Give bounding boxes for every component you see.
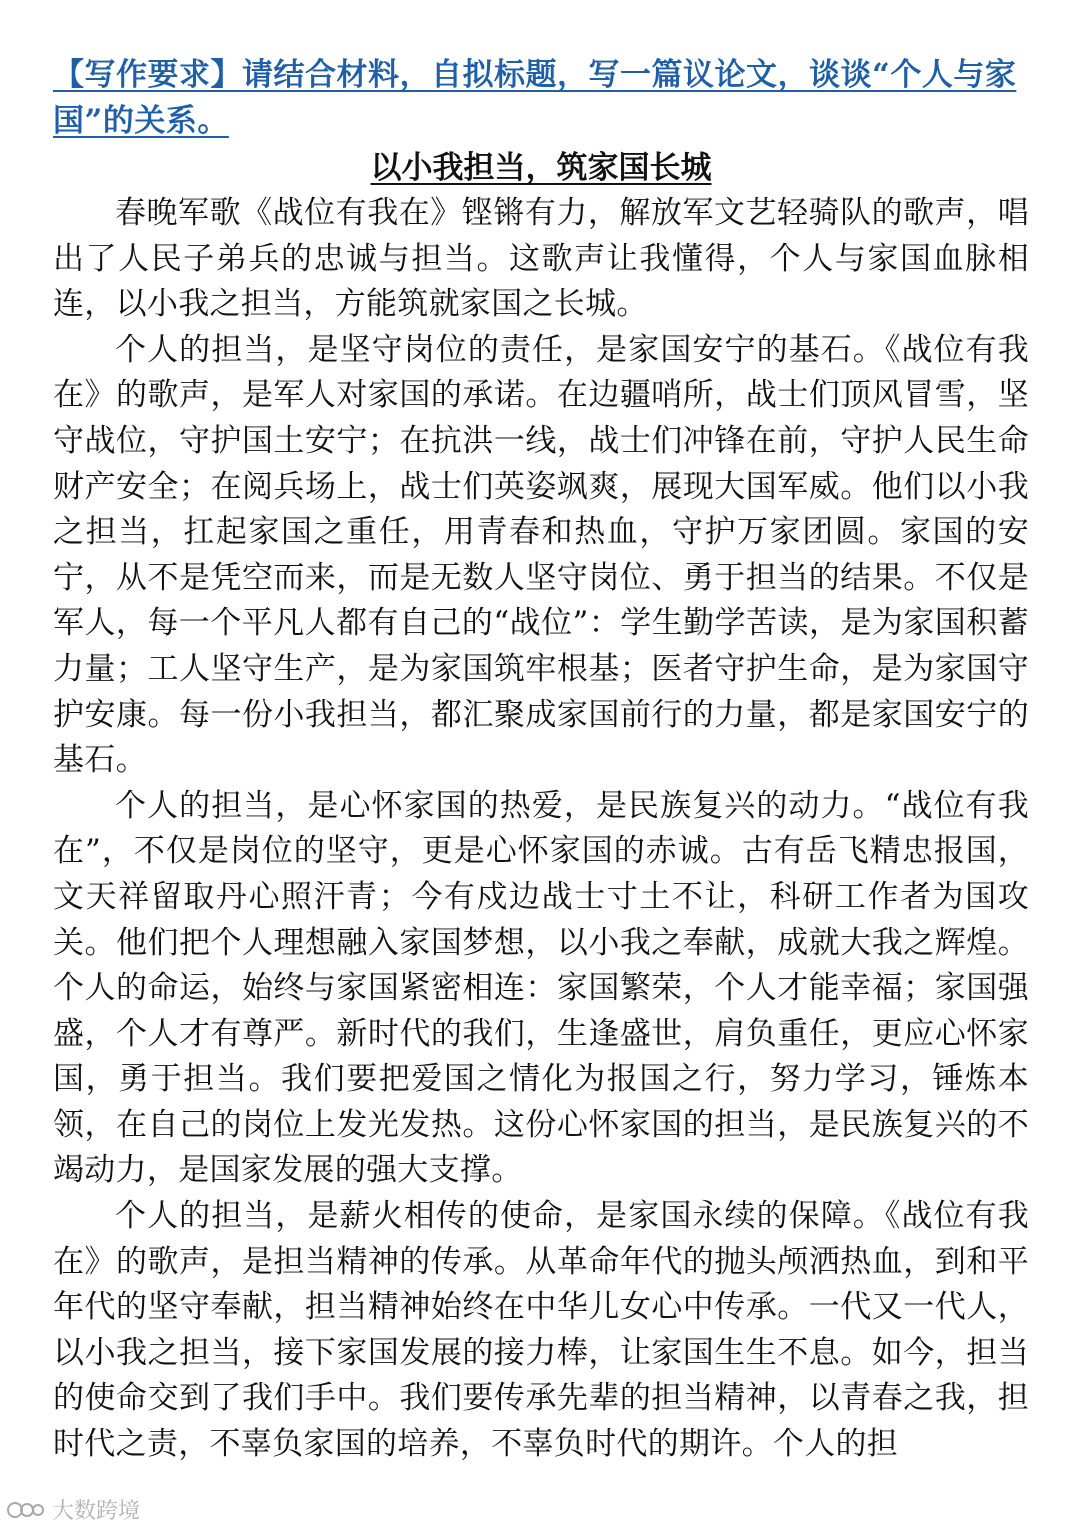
paragraph-intro: 春晚军歌《战位有我在》铿锵有力，解放军文艺轻骑队的歌声，唱出了人民子弟兵的忠诚与担当。这歌声让我懂得，个人与家国血脉相连，以小我之担当，方能筑就家国之长城。: [53, 195, 1029, 323]
document-page: [53, 52, 1029, 1468]
paragraph-legacy: 个人的担当，是薪火相传的使命，是家国永续的保障。《战位有我在》的歌声，是担当精神的传承。从革命年代的抛头颅洒热血，到和平年代的坚守奉献，担当精神始终在中华儿女心中传承。一代又一代人，以小我之担当，接下家国发展的接力棒，让家国生生不息。如今，担当的使命交到了我们手中。我们要传承先辈的担当精神，以青春之我，担时代之责，不辜负家国的培养，不辜负时代的期许。个人的担: [53, 1198, 1029, 1463]
paragraph-duty: 个人的担当，是坚守岗位的责任，是家国安宁的基石。《战位有我在》的歌声，是军人对家国的承诺。在边疆哨所，战士们顶风冒雪，坚守战位，守护国土安宁；在抗洪一线，战士们冲锋在前，守护人民生命财产安全；在阅兵场上，战士们英姿飒爽，展现大国军威。他们以小我之担当，扛起家国之重任，用青春和热血，守护万家团圆。家国的安宁，从不是凭空而来，而是无数人坚守岗位、勇于担当的结果。不仅是军人，每一个平凡人都有自己的“战位”：学生勤学苦读，是为家国积蓄力量；工人坚守生产，是为家国筑牢根基；医者守护生命，是为家国守护安康。每一份小我担当，都汇聚成家国前行的力量，都是家国安宁的基石。: [53, 331, 1029, 779]
essay-title: 以小我担当，筑家国长城: [370, 150, 712, 186]
watermark-text: 大数跨境: [52, 1499, 141, 1524]
writing-requirement: 【写作要求】请结合材料，自拟标题，写一篇议论文，谈谈“个人与家国”的关系。: [53, 57, 1017, 139]
brand-logo-icon: [6, 1499, 46, 1521]
watermark: [6, 1494, 140, 1525]
paragraph-patriotism: 个人的担当，是心怀家国的热爱，是民族复兴的动力。“战位有我在”，不仅是岗位的坚守，更是心怀家国的赤诚。古有岳飞精忠报国，文天祥留取丹心照汗青；今有戍边战士寸土不让，科研工作者为国攻关。他们把个人理想融入家国梦想，以小我之奉献，成就大我之辉煌。个人的命运，始终与家国紧密相连：家国繁荣，个人才能幸福；家国强盛，个人才有尊严。新时代的我们，生逢盛世，肩负重任，更应心怀家国，勇于担当。我们要把爱国之情化为报国之行，努力学习，锤炼本领，在自己的岗位上发光发热。这份心怀家国的担当，是民族复兴的不竭动力，是国家发展的强大支撑。: [53, 787, 1029, 1189]
